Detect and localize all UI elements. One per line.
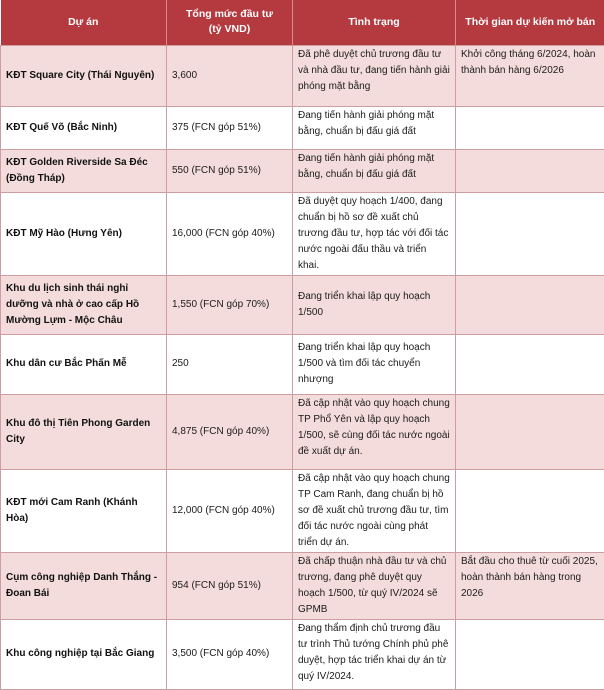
table-row bbox=[1, 334, 604, 394]
table-row bbox=[1, 469, 604, 552]
project-name: KĐT Quế Võ (Bắc Ninh) bbox=[1, 106, 167, 149]
project-name: KĐT mới Cam Ranh (Khánh Hòa) bbox=[1, 469, 167, 552]
project-name: KĐT Square City (Thái Nguyên) bbox=[1, 45, 167, 106]
project-timeline bbox=[456, 334, 604, 394]
table-row bbox=[1, 106, 604, 149]
project-name: KĐT Golden Riverside Sa Đéc (Đồng Tháp) bbox=[1, 149, 167, 192]
project-investment: 954 (FCN góp 51%) bbox=[167, 552, 293, 619]
project-investment: 4,875 (FCN góp 40%) bbox=[167, 394, 293, 469]
project-status: Đang thẩm định chủ trương đầu tư trình Thủ tướng Chính phủ phê duyệt, hợp tác triển khai dự án từ quý IV/2024. bbox=[293, 619, 456, 689]
header-investment-line2: (tỷ VND) bbox=[209, 23, 250, 35]
project-name: Cụm công nghiệp Danh Thắng - Đoan Bái bbox=[1, 552, 167, 619]
table-row bbox=[1, 192, 604, 275]
project-status: Đang tiến hành giải phóng mặt bằng, chuẩn bị đấu giá đất bbox=[293, 106, 456, 149]
project-name: Khu công nghiệp tại Bắc Giang bbox=[1, 619, 167, 689]
table-row bbox=[1, 552, 604, 619]
project-status: Đã phê duyệt chủ trương đầu tư và nhà đầu tư, đang tiến hành giải phóng mặt bằng bbox=[293, 45, 456, 106]
project-status: Đang triển khai lập quy hoạch 1/500 và tìm đối tác chuyển nhượng bbox=[293, 334, 456, 394]
project-timeline: Bắt đầu cho thuê từ cuối 2025, hoàn thành bán hàng trong 2026 bbox=[456, 552, 604, 619]
project-timeline bbox=[456, 192, 604, 275]
table-row bbox=[1, 275, 604, 334]
project-name: Khu dân cư Bắc Phấn Mễ bbox=[1, 334, 167, 394]
project-investment: 250 bbox=[167, 334, 293, 394]
project-timeline bbox=[456, 394, 604, 469]
table-row bbox=[1, 149, 604, 192]
header-investment bbox=[167, 0, 293, 45]
project-status: Đã chấp thuận nhà đầu tư và chủ trương, đang phê duyệt quy hoạch 1/500, từ quý IV/2024 sẽ GPMB bbox=[293, 552, 456, 619]
project-timeline: Khởi công tháng 6/2024, hoàn thành bán hàng 6/2026 bbox=[456, 45, 604, 106]
project-investment: 550 (FCN góp 51%) bbox=[167, 149, 293, 192]
project-investment: 3,600 bbox=[167, 45, 293, 106]
table-row bbox=[1, 45, 604, 106]
project-status: Đã cập nhật vào quy hoạch chung TP Phổ Yên và lập quy hoạch 1/500, sẽ cùng đối tác nước ngoài đề xuất dự án. bbox=[293, 394, 456, 469]
header-status: Tình trạng bbox=[293, 0, 456, 45]
project-investment: 1,550 (FCN góp 70%) bbox=[167, 275, 293, 334]
project-investment: 12,000 (FCN góp 40%) bbox=[167, 469, 293, 552]
project-name: Khu đô thị Tiên Phong Garden City bbox=[1, 394, 167, 469]
project-investment: 16,000 (FCN góp 40%) bbox=[167, 192, 293, 275]
project-status: Đang triển khai lập quy hoạch 1/500 bbox=[293, 275, 456, 334]
header-timeline: Thời gian dự kiến mở bán bbox=[456, 0, 604, 45]
project-timeline bbox=[456, 106, 604, 149]
table-header-row bbox=[1, 0, 604, 45]
project-timeline bbox=[456, 275, 604, 334]
project-name: Khu du lịch sinh thái nghỉ dưỡng và nhà ở cao cấp Hồ Mường Lựm - Mộc Châu bbox=[1, 275, 167, 334]
project-timeline bbox=[456, 149, 604, 192]
table-row bbox=[1, 394, 604, 469]
project-investment: 375 (FCN góp 51%) bbox=[167, 106, 293, 149]
project-timeline bbox=[456, 469, 604, 552]
project-status: Đang tiến hành giải phóng mặt bằng, chuẩn bị đấu giá đất bbox=[293, 149, 456, 192]
project-status: Đã duyệt quy hoạch 1/400, đang chuẩn bị hồ sơ đề xuất chủ trương đầu tư, hợp tác với đối tác nước ngoài đấu thầu và triển khai. bbox=[293, 192, 456, 275]
project-investment: 3,500 (FCN góp 40%) bbox=[167, 619, 293, 689]
project-timeline bbox=[456, 619, 604, 689]
project-status: Đã cập nhật vào quy hoạch chung TP Cam Ranh, đang chuẩn bị hồ sơ đề xuất chủ trương đầu tư, tìm đối tác nước ngoài cùng phát triển dự án. bbox=[293, 469, 456, 552]
project-name: KĐT Mỹ Hào (Hưng Yên) bbox=[1, 192, 167, 275]
header-project: Dự án bbox=[1, 0, 167, 45]
header-investment-line1: Tổng mức đầu tư bbox=[186, 8, 273, 20]
table-row bbox=[1, 619, 604, 689]
